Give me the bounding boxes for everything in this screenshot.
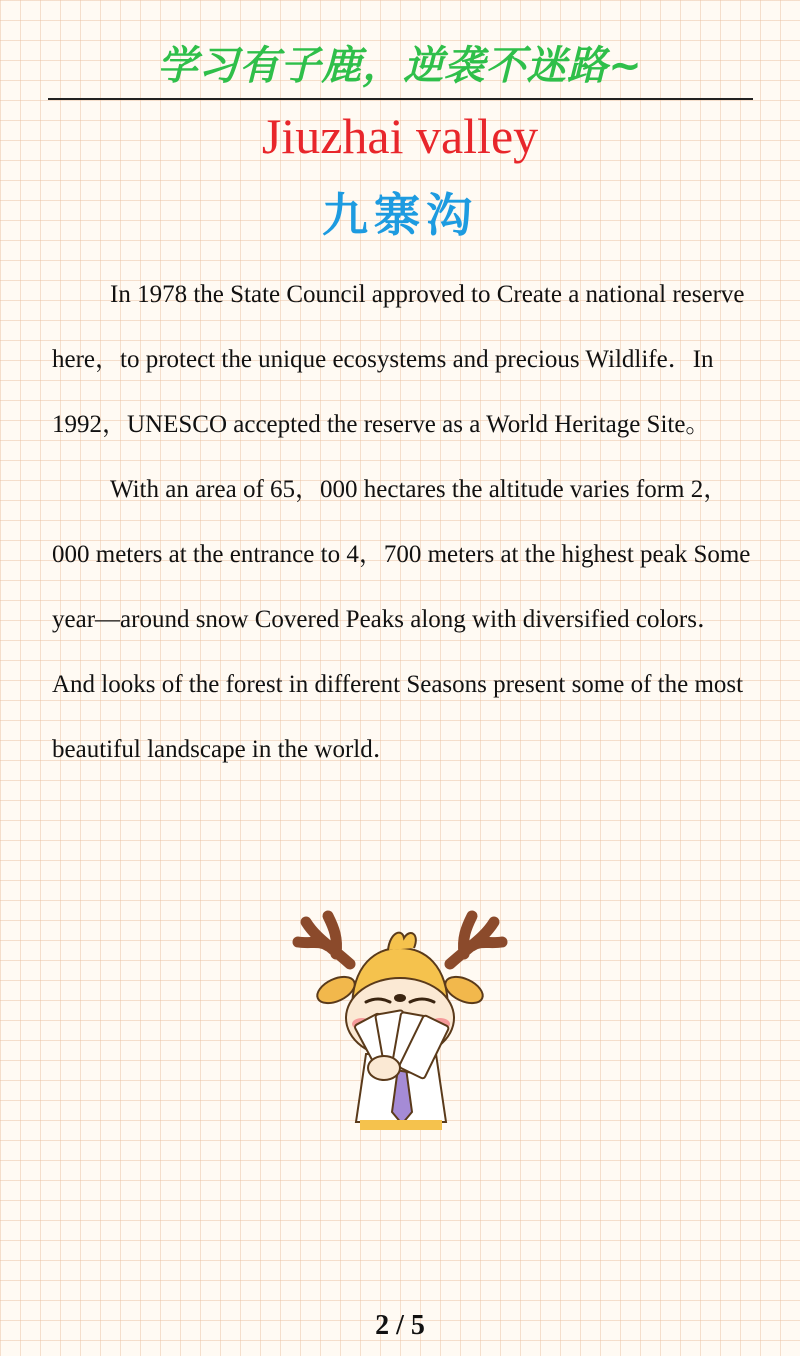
banner-slogan: 学习有子鹿，逆袭不迷路~ [157,43,643,89]
deer-mascot-icon [280,898,520,1134]
paragraph-1: In 1978 the State Council approved to Create a national reserve here，to protect the unique ecosystems and precious Wildlife．In 1992，UNESCO accepted the reserve as a World Heritage Site。 [52,281,745,438]
article-body [52,262,752,782]
paragraph-2: With an area of 65，000 hectares the altitude varies form 2，000 meters at the entrance to 4，700 meters at the highest peak Some year—around snow Covered Peaks along with diversified colors． And looks of the forest in different Seasons present some of the most beautiful landscape in the world． [52,476,751,763]
title-english: Jiuzhai valley [261,108,539,164]
title-chinese: 九寨沟 [322,188,478,242]
page-number: 2 / 5 [375,1310,425,1341]
header-rule [48,98,753,100]
